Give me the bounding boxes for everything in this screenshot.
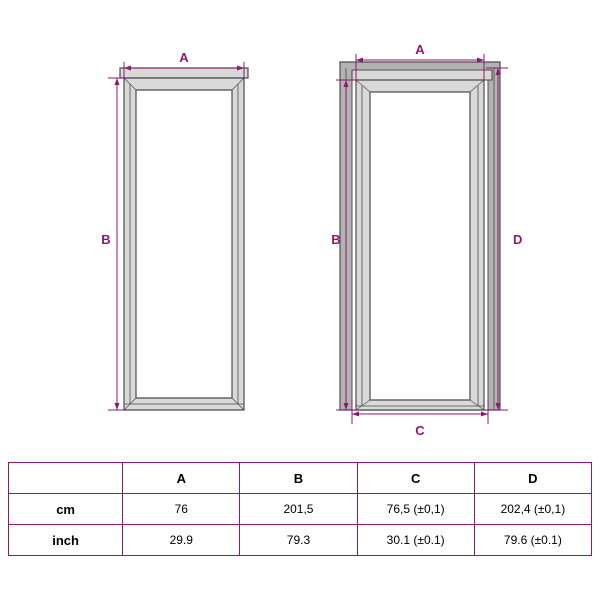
table-row	[9, 494, 592, 525]
left-view-frame	[120, 68, 248, 410]
cell-cm-b: 201,5	[240, 494, 357, 525]
right-view-label-b: B	[331, 232, 341, 247]
cell-inch-b: 79.3	[240, 525, 357, 556]
table-header-c: C	[357, 463, 474, 494]
table-header-row	[9, 463, 592, 494]
table-header-b: B	[240, 463, 357, 494]
table-header-corner	[9, 463, 123, 494]
cell-cm-d: 202,4 (±0,1)	[474, 494, 591, 525]
right-view-label-c: C	[415, 423, 425, 438]
left-view-label-a: A	[179, 50, 189, 65]
table-header-a: A	[123, 463, 240, 494]
table-header-d: D	[474, 463, 591, 494]
right-view-label-a: A	[415, 42, 425, 57]
cell-cm-c: 76,5 (±0,1)	[357, 494, 474, 525]
cell-cm-a: 76	[123, 494, 240, 525]
row-label-inch: inch	[9, 525, 123, 556]
right-view-frame	[340, 62, 500, 410]
right-view-label-d: D	[513, 232, 523, 247]
cell-inch-a: 29.9	[123, 525, 240, 556]
table-row	[9, 525, 592, 556]
left-view-dimension-b	[101, 78, 126, 410]
left-view-label-b: B	[101, 232, 111, 247]
cell-inch-d: 79.6 (±0.1)	[474, 525, 591, 556]
dimensions-table	[8, 462, 592, 556]
row-label-cm: cm	[9, 494, 123, 525]
cell-inch-c: 30.1 (±0.1)	[357, 525, 474, 556]
